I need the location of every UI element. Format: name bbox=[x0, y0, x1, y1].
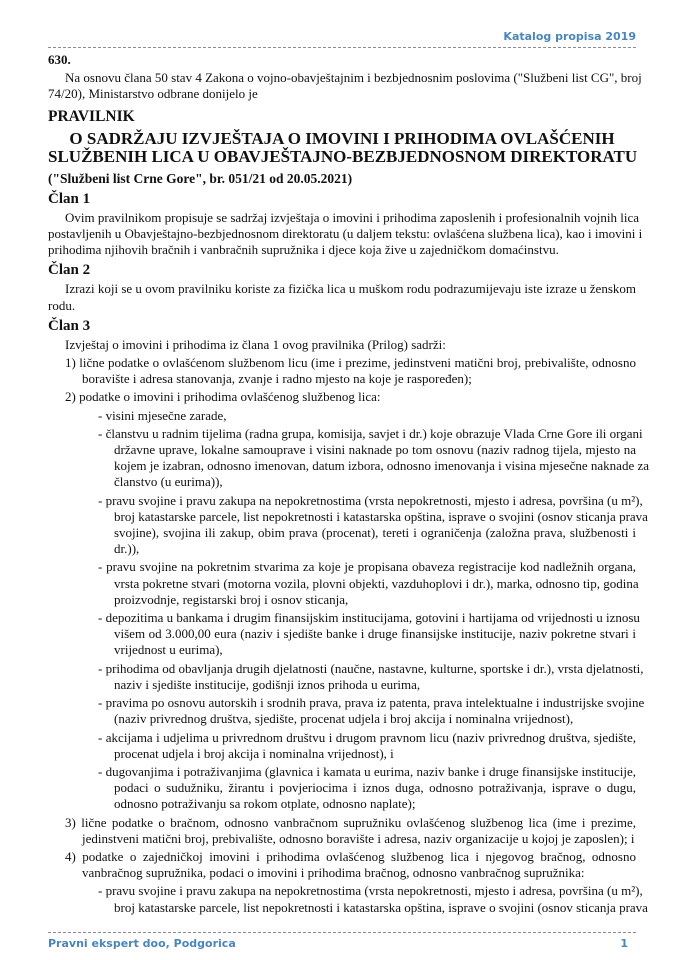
publisher-name: Pravni ekspert doo, Podgorica bbox=[48, 937, 236, 950]
text-line: postavljenih u Obavještajno-bezbjednosnom direktoratu (u daljem tekstu: ovlašćena službena lica), kao i imovini i bbox=[48, 226, 643, 242]
bullet-item bbox=[48, 660, 644, 693]
text-line: podaci o sudužniku, žirantu i povjeriocima i iznos duga, odnosno potraživanja, isprave o dugu, bbox=[114, 780, 636, 796]
text-line: 2) podatke o imovini i prihodima ovlašćenog službenog lica: bbox=[65, 389, 381, 405]
article-heading bbox=[48, 190, 636, 208]
text-line: SLUŽBENIH LICA U OBAVJEŠTAJNO-BEZBJEDNOSNOM DIREKTORATU bbox=[48, 146, 638, 166]
numbered-item bbox=[48, 389, 636, 405]
text-line: Ovim pravilnikom propisuje se sadržaj izvještaja o imovini i prihodima zaposlenih i profesionalnih vojnih lica bbox=[65, 209, 640, 225]
text-line: - pravu svojine i pravu zakupa na nepokretnostima (vrsta nepokretnosti, mjesto i adresa, površina (u m²), bbox=[98, 492, 643, 508]
text-line: - visini mjesečne zarade, bbox=[98, 407, 227, 423]
text-line: dr.)), bbox=[114, 541, 140, 557]
text-line: broj katastarske parcele, list nepokretnosti i katastarska opština, isprave o svojini (osnov sticanja prava bbox=[114, 508, 648, 524]
page-number: 1 bbox=[620, 937, 628, 950]
text-line: - dugovanjima i potraživanjima (glavnica i kamata u eurima, naziv banke i druge finansijske institucije, bbox=[98, 763, 636, 779]
text-line: Izrazi koji se u ovom pravilniku koriste za fizička lica u muškom rodu podrazumijevaju iste izraze u ženskom bbox=[65, 281, 636, 297]
text-line: - pravima po osnovu autorskih i srodnih prava, prava iz patenta, prava intelektualne i industrijske svojine bbox=[98, 695, 645, 711]
text-line: Član 2 bbox=[48, 262, 91, 279]
paragraph bbox=[48, 281, 636, 313]
article-heading bbox=[48, 317, 636, 335]
bullet-item bbox=[48, 559, 639, 608]
text-line: Izvještaj o imovini i prihodima iz člana 1 ovog pravilnika (Prilog) sadrži: bbox=[65, 336, 446, 352]
document-blocks bbox=[48, 70, 650, 916]
document-body bbox=[48, 52, 650, 916]
text-line: - depozitima u bankama i drugim finansijskim institucijama, gotovini i hartijama od vrijednosti u iznosu bbox=[98, 610, 640, 626]
text-line: vrsta pokretne stvari (motorna vozila, plovni objekti, vazduhoplovi i dr.), marka, odnosno tip, godina bbox=[114, 575, 639, 591]
text-line: rodu. bbox=[48, 297, 76, 313]
bullet-item bbox=[48, 730, 636, 762]
text-line: članstvo (u eurima)), bbox=[114, 474, 223, 490]
document-type-heading bbox=[48, 108, 636, 126]
text-line: Član 3 bbox=[48, 317, 91, 334]
text-line: broj katastarske parcele, list nepokretnosti i katastarska opština, isprave o svojini (osnov sticanja prava bbox=[114, 899, 648, 915]
text-line: državne uprave, lokalne samouprave i visini naknade po tom osnovu (naziv radnog tijela, mjesto na bbox=[114, 442, 636, 458]
text-line: boravište i adresa stanovanja, zvanje i radno mjesto na koje je raspoređen); bbox=[82, 371, 472, 387]
page-footer bbox=[48, 932, 636, 950]
paragraph bbox=[48, 337, 636, 353]
regulation-number: 630. bbox=[48, 52, 71, 67]
text-line: 4) podatke o zajedničkoj imovini i prihodima ovlašćenog službenog lica i njegovog bračnog, odnosno bbox=[65, 848, 636, 864]
bullet-item bbox=[48, 883, 648, 915]
text-line: procenat udjela i broj akcija i nominalna vrijednost), i bbox=[114, 745, 394, 761]
text-line: - akcijama i udjelima u privrednom društvu i drugom pravnom licu (naziv privrednog društva, sjedište, bbox=[98, 729, 636, 745]
paragraph bbox=[48, 209, 643, 259]
text-line: vanbračnog supružnika, podaci o imovini i prihodima bračnog, odnosno vanbračnog supružnika: bbox=[82, 865, 585, 881]
document-title bbox=[48, 130, 636, 166]
text-line: - članstvu u radnim tijelima (radna grupa, komisija, savjet i dr.) koje obrazuje Vlada Crne Gore ili organi bbox=[98, 425, 643, 441]
catalog-title: Katalog propisa 2019 bbox=[503, 30, 636, 43]
text-line: - pravu svojine na pokretnim stvarima za koje je propisana obaveza registracije kod nadležnih organa, bbox=[98, 559, 636, 575]
text-line: odnosno potraživanju sa rokom otplate, odnosno naplate); bbox=[114, 796, 416, 812]
gazette-reference bbox=[48, 171, 636, 187]
bullet-item bbox=[48, 425, 650, 491]
numbered-item bbox=[48, 849, 636, 881]
bullet-item bbox=[48, 408, 636, 424]
text-line: O SADRŽAJU IZVJEŠTAJA O IMOVINI I PRIHODIMA OVLAŠĆENIH bbox=[69, 128, 615, 148]
text-line: Član 1 bbox=[48, 190, 91, 207]
text-line: - pravu svojine i pravu zakupa na nepokretnostima (vrsta nepokretnosti, mjesto i adresa, površina (u m²), bbox=[98, 883, 643, 899]
text-line: kojem je izabran, odnosno imenovan, datum izbora, odnosno imenovanja i visina mjesečne naknade za bbox=[114, 458, 650, 474]
text-line: 74/20), Ministarstvo odbrane donijelo je bbox=[48, 86, 258, 102]
text-line: proizvodnje, registarski broj i osnov sticanja, bbox=[114, 591, 349, 607]
text-line: 3) lične podatke o bračnom, odnosno vanbračnom supružniku ovlašćenog službenog lica (ime i prezime, bbox=[65, 814, 636, 830]
bullet-item bbox=[48, 695, 645, 727]
numbered-item bbox=[48, 815, 636, 847]
bullet-item bbox=[48, 764, 636, 813]
text-line: vrijednost u eurima), bbox=[114, 642, 223, 658]
text-line: - prihodima od obavljanja drugih djelatnosti (naučne, nastavne, kulturne, sportske i dr.), vrsta djelatnosti, bbox=[98, 660, 644, 676]
text-line: 1) lične podatke o ovlašćenom službenom licu (ime i prezime, jedinstveni matični broj, prebivalište, odnosno bbox=[65, 355, 636, 371]
text-line: svojine), svojina ili zakup, obim prava (procenat), tereti i ograničenja (založna prava, službenosti i bbox=[114, 525, 636, 541]
bullet-item bbox=[48, 492, 648, 558]
article-heading bbox=[48, 261, 636, 279]
text-line: Na osnovu člana 50 stav 4 Zakona o vojno-obavještajnim i bezbjednosnim poslovima ("Službeni list CG", broj bbox=[65, 70, 642, 86]
text-line: PRAVILNIK bbox=[48, 107, 135, 125]
text-line: (naziv privrednog društva, sjedište, procenat udjela i broj akcija i nominalna vrijednost), bbox=[114, 711, 574, 727]
text-line: jedinstveni matični broj, prebivalište, odnosno boravište i adresa, naziv organizacije u kojoj je zaposlen); i bbox=[82, 830, 635, 846]
paragraph bbox=[48, 70, 642, 102]
bullet-item bbox=[48, 610, 640, 659]
text-line: višem od 3.000,00 eura (naziv i sjedište banke i druge finansijske institucije, naziv pokretne stvari i bbox=[114, 626, 636, 642]
text-line: prihodima njihovih bračnih i vanbračnih supružnika i djece koja žive u zajedničkom domaćinstvu. bbox=[48, 242, 559, 258]
text-line: ("Službeni list Crne Gore", br. 051/21 od 20.05.2021) bbox=[48, 170, 353, 186]
numbered-item bbox=[48, 355, 636, 387]
page-header bbox=[48, 30, 636, 48]
text-line: naziv i sjedište institucije, godišnji iznos prihoda u eurima, bbox=[114, 676, 421, 692]
